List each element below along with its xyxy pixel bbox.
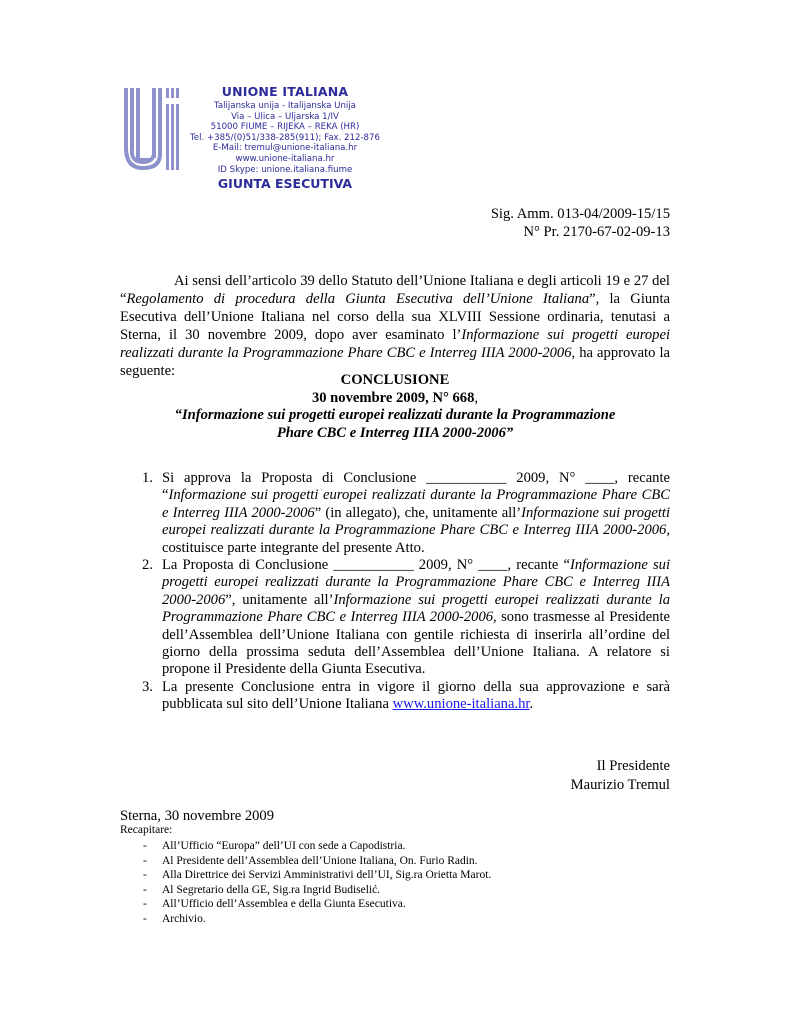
intro-paragraph: Ai sensi dell’articolo 39 dello Statuto dell’Unione Italiana e degli articoli 19 e 27 del “Regolamento di procedura della Giunta Esecutiva dell’Unione Italiana”, la Giunta Esecutiva dell’Unione Italiana nel corso della sua XLVIII Sessione ordinaria, tenutasi a Sterna, il 30 novembre 2009, dopo aver esaminato l’Informazione sui progetti europei realizzati durante la Programmazione Phare CBC e Interreg IIIA 2000-2006, ha approvato la seguente: [120, 273, 671, 379]
sig-amm: Sig. Amm. 013-04/2009-15/15 [490, 206, 670, 222]
recipient-item: - All’Ufficio dell’Assemblea e della Giunta Esecutiva. [143, 898, 406, 911]
conclusion-items [120, 470, 670, 714]
signature-block [571, 757, 670, 795]
letterhead [180, 84, 390, 191]
letterhead-line: E-Mail: tremul@unione-italiana.hr [212, 143, 358, 154]
conclusion-heading [120, 372, 670, 442]
signatory-role: Il Presidente [596, 758, 670, 774]
giunta-esecutiva-label: GIUNTA ESECUTIVA [217, 176, 353, 192]
letterhead-line: Tel. +385/(0)51/338-285(911); Fax. 212-876 [190, 132, 380, 143]
letterhead-line: Talijanska unija - Italijanska Unija [214, 101, 356, 111]
list-item: 2. La Proposta di Conclusione ___________ 2009, N° ____, recante “Informazione sui progetti europei realizzati durante la Programmazione Phare CBC e Interreg IIIA 2000-2006”, unitamente all’Informazione sui progetti europei realizzati durante la Programmazione Phare CBC e Interreg IIIA 2000-2006, sono trasmesse al Presidente dell’Assemblea dell’Unione Italiana con gentile richiesta di inserirla all’ordine del giorno della prossima seduta dell’Assemblea dell’Unione Italiana. A relatore si propone il Presidente della Giunta Esecutiva. [142, 557, 671, 678]
signatory-name: Maurizio Tremul [570, 777, 670, 793]
recipient-item: - Alla Direttrice dei Servizi Amministrativi dell’UI, Sig.ra Orietta Marot. [143, 869, 492, 882]
letterhead-line: ID Skype: unione.italiana.fiume [217, 164, 353, 175]
conclusion-subject: “Informazione sui progetti europei realizzati durante la Programmazione Phare CBC e Interreg IIIA 2000-2006” [174, 407, 616, 441]
recipient-item: - Al Presidente dell’Assemblea dell’Unione Italiana, On. Furio Radin. [143, 854, 478, 867]
list-item: 3. La presente Conclusione entra in vigore il giorno della sua approvazione e sarà pubblicata sul sito dell’Unione Italiana www.unione-italiana.hr. [142, 678, 670, 713]
recipient-item: - All’Ufficio “Europa” dell’UI con sede a Capodistria. [143, 840, 406, 852]
protocol-number: N° Pr. 2170-67-02-09-13 [523, 224, 670, 240]
letterhead-line: www.unione-italiana.hr [235, 153, 335, 164]
recipient-item: - Archivio. [143, 912, 206, 925]
recipients-label: Recapitare: [120, 824, 173, 836]
website-link[interactable]: www.unione-italiana.hr [392, 696, 530, 713]
recipient-item: - Al Segretario della GE, Sig.ra Ingrid Budiselić. [143, 883, 381, 896]
reference-numbers [491, 205, 670, 241]
conclusion-title: CONCLUSIONE [340, 372, 450, 388]
letterhead-line: 51000 FIUME – RIJEKA – REKA (HR) [210, 122, 360, 133]
letterhead-line: Via – Ulica – Uljarska 1/IV [231, 111, 339, 122]
unione-italiana-logo [124, 88, 180, 170]
recipients-list [120, 839, 491, 927]
conclusion-date: 30 novembre 2009, N° 668, [311, 389, 479, 406]
list-item: 1. Si approva la Proposta di Conclusione ___________ 2009, N° ____, recante “Informazione sui progetti europei realizzati durante la Programmazione Phare CBC e Interreg IIIA 2000-2006” (in allegato), che, unitamente all’Informazione sui progetti europei realizzati durante la Programmazione Phare CBC e Interreg IIIA 2000-2006, costituisce parte integrante del presente Atto. [142, 470, 671, 556]
organization-name: UNIONE ITALIANA [221, 84, 349, 99]
place-date: Sterna, 30 novembre 2009 [120, 808, 275, 824]
